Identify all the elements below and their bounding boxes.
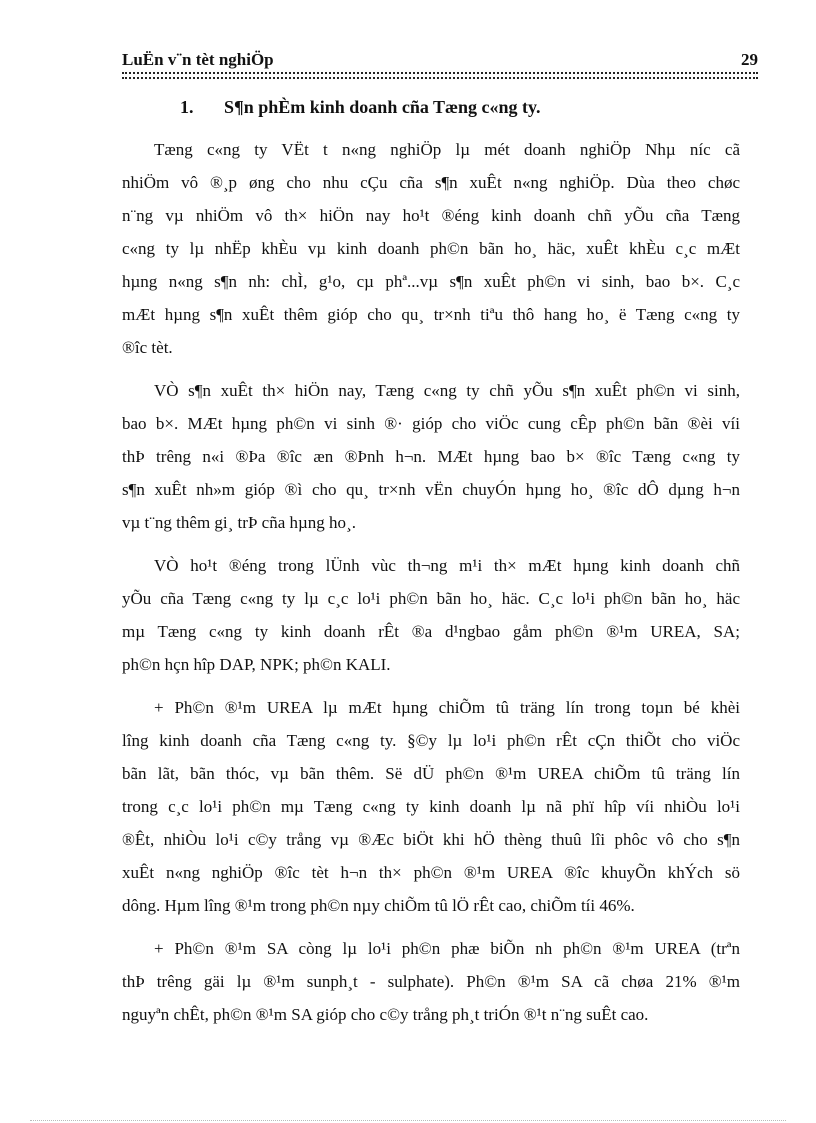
paragraph-line: thÞ trêng gäi lµ ®¹m sunph¸t - sulphate). Ph©n ®¹m SA cã chøa 21% ®¹m bbox=[122, 972, 740, 991]
paragraph-line: ®Êt, nhiÒu lo¹i c©y trång vµ ®Æc biÖt khi hÖ thèng thuû lîi phôc vô cho s¶n bbox=[122, 830, 740, 849]
document-title: LuËn v¨n tèt nghiÖp bbox=[122, 50, 274, 69]
paragraph-line: + Ph©n ®¹m SA còng lµ lo¹i ph©n phæ biÕn nh ph©n ®¹m UREA (trªn bbox=[154, 939, 740, 958]
paragraph-line: bãn lãt, bãn thóc, vµ bãn thêm. Së dÜ ph©n ®¹m UREA chiÕm tû träng lín bbox=[122, 764, 740, 783]
paragraph-line: nguyªn chÊt, ph©n ®¹m SA gióp cho c©y trång ph¸t triÓn ®¹t n¨ng suÊt cao. bbox=[122, 1005, 649, 1024]
page-bottom-divider bbox=[30, 1120, 786, 1121]
paragraph-line: nhiÖm vô ®¸p øng cho nhu cÇu cña s¶n xuÊt n«ng nghiÖp. Dùa theo chøc bbox=[122, 173, 740, 192]
paragraph-line: dông. Hµm lîng ®¹m trong ph©n nµy chiÕm tû lÖ rÊt cao, chiÕm tíi 46%. bbox=[122, 896, 635, 915]
header-divider bbox=[122, 72, 758, 74]
header-divider-secondary bbox=[122, 77, 758, 79]
body-text bbox=[122, 133, 740, 1041]
paragraph-line: mµ Tæng c«ng ty kinh doanh rÊt ®a d¹ngbao gåm ph©n ®¹m UREA, SA; bbox=[122, 622, 740, 641]
paragraph bbox=[122, 133, 740, 364]
paragraph-line: mÆt hµng s¶n xuÊt thêm gióp cho qu¸ tr×nh tiªu thô hang ho¸ ë Tæng c«ng ty bbox=[122, 305, 740, 324]
paragraph-line: thÞ trêng n«i ®Þa ®îc æn ®Þnh h¬n. MÆt hµng bao b× ®îc Tæng c«ng ty bbox=[122, 447, 740, 466]
paragraph-line: ph©n hçn hîp DAP, NPK; ph©n KALI. bbox=[122, 655, 391, 674]
paragraph-line: xuÊt n«ng nghiÖp ®îc tèt h¬n th× ph©n ®¹m UREA ®îc khuyÕn khÝch sö bbox=[122, 863, 740, 882]
paragraph-line: hµng n«ng s¶n nh: chÌ, g¹o, cµ phª...vµ s¶n xuÊt ph©n vi sinh, bao b×. C¸c bbox=[122, 272, 740, 291]
paragraph-line: s¶n xuÊt nh»m gióp ®ì cho qu¸ tr×nh vËn chuyÓn hµng ho¸ ®îc dÔ dµng h¬n bbox=[122, 480, 740, 499]
paragraph bbox=[122, 374, 740, 539]
section-heading bbox=[180, 97, 541, 118]
paragraph-line: ®îc tèt. bbox=[122, 338, 173, 357]
paragraph-line: vµ t¨ng thêm gi¸ trÞ cña hµng ho¸. bbox=[122, 513, 356, 532]
paragraph bbox=[122, 932, 740, 1031]
paragraph-line: c«ng ty lµ nhËp khÈu vµ kinh doanh ph©n bãn ho¸ häc, xuÊt khÈu c¸c mÆt bbox=[122, 239, 740, 258]
paragraph bbox=[122, 549, 740, 681]
paragraph-line: VÒ s¶n xuÊt th× hiÖn nay, Tæng c«ng ty chñ yÕu s¶n xuÊt ph©n vi sinh, bbox=[154, 381, 740, 400]
page-number: 29 bbox=[741, 50, 758, 69]
paragraph-line: VÒ ho¹t ®éng trong lÜnh vùc th¬ng m¹i th× mÆt hµng kinh doanh chñ bbox=[154, 556, 740, 575]
paragraph-line: bao b×. MÆt hµng ph©n vi sinh ®· gióp cho viÖc cung cÊp ph©n bãn ®èi víi bbox=[122, 414, 740, 433]
paragraph-line: + Ph©n ®¹m UREA lµ mÆt hµng chiÕm tû träng lín trong toµn bé khèi bbox=[154, 698, 740, 717]
paragraph bbox=[122, 691, 740, 922]
paragraph-line: yÕu cña Tæng c«ng ty lµ c¸c lo¹i ph©n bãn ho¸ häc. C¸c lo¹i ph©n bãn ho¸ häc bbox=[122, 589, 740, 608]
page-header bbox=[122, 50, 758, 74]
section-number: 1. bbox=[180, 97, 194, 117]
paragraph-line: n¨ng vµ nhiÖm vô th× hiÖn nay ho¹t ®éng kinh doanh chñ yÕu cña Tæng bbox=[122, 206, 740, 225]
paragraph-line: trong c¸c lo¹i ph©n mµ Tæng c«ng ty kinh doanh lµ nã phï hîp víi nhiÒu lo¹i bbox=[122, 797, 740, 816]
paragraph-line: lîng kinh doanh cña Tæng c«ng ty. §©y lµ lo¹i ph©n rÊt cÇn thiÕt cho viÖc bbox=[122, 731, 740, 750]
section-title: S¶n phÈm kinh doanh cña Tæng c«ng ty. bbox=[224, 97, 541, 117]
paragraph-line: Tæng c«ng ty VËt t n«ng nghiÖp lµ mét doanh nghiÖp Nhµ níc cã bbox=[154, 140, 740, 159]
